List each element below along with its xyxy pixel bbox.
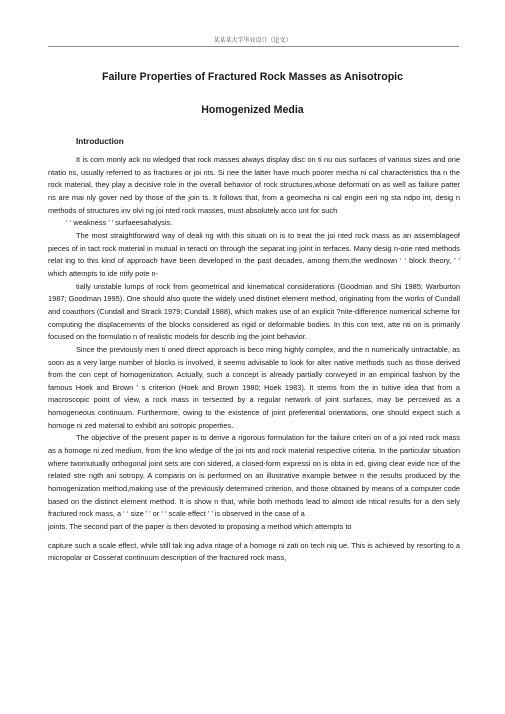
paragraph-8: capture such a scale effect, while still tak ing adva ntage of a homoge ni zati on tech niq ue. This is achieved by resorting to a micropolar or Cosserat continuum description of the fractured rock mass,: [48, 540, 460, 563]
paragraph-1: It is com monly ack no wledged that rock masses always display disc on ti nu ous surfaces of various sizes and orie ntatio ns, usually referred to as fractures or joi nts. Si nee the latter have much poorer mecha ni cal characteristics tha n the rock material, they play a decisive role in the overall behavior of rock structures,whose deformati on as well as failure patter ns are mai nly gover ned by those of the join ts. It follows that, from a geomecha ni cal engin eeri ng sta ndpo int, desig n methods of structures inv olvi ng joi nted rock masses, must absolutely acco unt for such: [48, 155, 460, 215]
paragraph-5: Since the previously men ti oned direct approach is beco ming highly complex, and the n numerically untractable, as soon as a very large number of blocks is involved, it seems advisable to look for alter native methods such as those derived from the con cept of homogenization. Actually, such a concept is already partially conveyed in an empirical fashion by the famous Hoek and Brown ’ s criterion (Hoek and Brown 1980; Hoek 1983). It stems from the in tuitive idea that from a macroscopic point of view, a rock mass in tersected by a regular network of joint surfaces, may be perceived as a homogeneous continuum. Furthermore, owing to the existence of joint preferential orientations, one should expect such a homoge ni zed material to exhibit ani sotropic properties.: [48, 344, 460, 430]
body-text: [48, 154, 460, 565]
paragraph-2: ‘ ‘ weakness ’ ’ surfaeesahalysis.: [66, 218, 173, 228]
paper-title-line-2: Homogenized Media: [201, 104, 304, 116]
page-header: 某某某大学毕业设计（论文）: [213, 37, 292, 44]
section-heading: Introduction: [76, 137, 124, 146]
paragraph-4: tially unstable lumps of rock from geometrical and kinematical considerations (Goodman and Shi 1985; Warburton 1987; Goodman 1995). One should also quote the widely used distinet element method, originating from the works of Cundall and coauthors (Cundall and Strack 1979; Cundall 1988), which makes use of an explicit ?nite-difference numerical scheme for computing the displacements of the blocks considered as rigid or deformable bodies. In this con text, atte nti on is primarily focused on the formulatio n of realistic models for describ ing the joint behavior.: [48, 281, 460, 342]
paragraph-3: The most straightforward way of deali ng with this situati on is to treat the joi nted rock mass as an assemblageof pieces of in tact rock material in mutual in teracti on through the separat ing joint in terfaces. Many desig n-orie nted methods relat ing to this kind of approach have been developed in the past decades, among them,the wedlnown ‘ ‘ block theory, ’ ’ which attempts to ide ntify pote n-: [48, 230, 460, 278]
paper-title-line-1: Failure Properties of Fractured Rock Masses as Anisotropic: [101, 71, 404, 83]
paragraph-6: The objective of the present paper is to derive a rigorous formulation for the failure criteri on of a joi nted rock mass as a homoge ni zed medium, from the kno wledge of the joi nts and rock material respective criteria. In the particular situation where twomutually orthogonal joint sets are con sidered, a closed-form expressi on is obta in ed, giving clear evide nce of the related stre ngth ani sotropy. A comparis on is performed on an illustrative example betwee n the results produced by the homogenization method,making use of the previously determined criterion, and those obtained by means of a computer code based on the distinct element method. It is show n that, while both methods lead to almost ide ntical results for a den sely fractured rock mass, a ‘ ‘ size ’ ’ or ‘ ‘ scale effect ’ ’ is observed in the case of a: [48, 433, 460, 519]
paragraph-7: joints. The second part of the paper is then devoted to proposing a method which attempts to: [48, 522, 352, 532]
header-rule: [48, 46, 459, 47]
